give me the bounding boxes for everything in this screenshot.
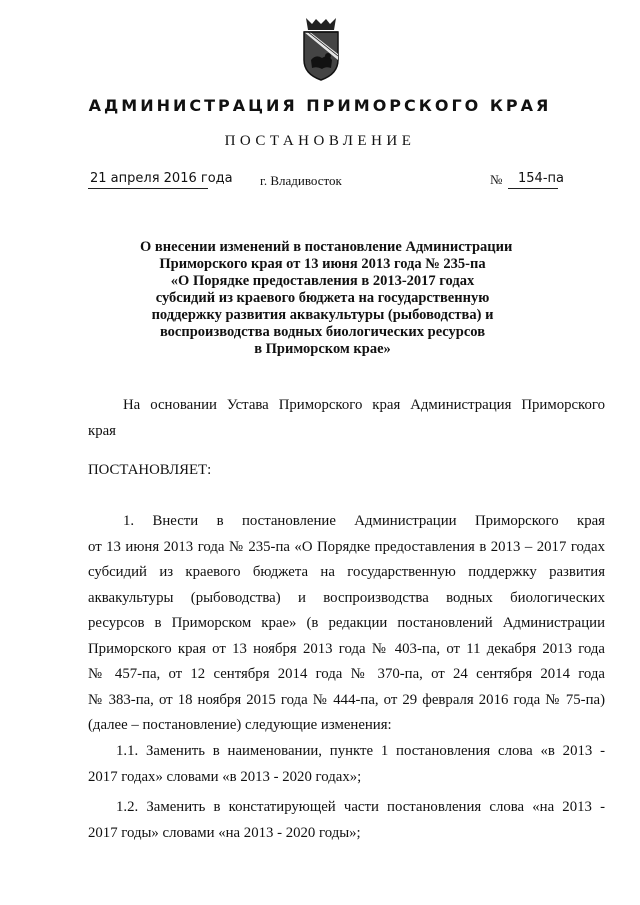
number-underline xyxy=(508,188,558,189)
document-type: ПОСТАНОВЛЕНИЕ xyxy=(224,133,416,149)
intro-paragraph xyxy=(88,393,605,444)
paragraph-line: ресурсов в Приморском крае» (в редакции постановлений Администрации xyxy=(88,615,605,631)
coat-of-arms-icon xyxy=(298,16,344,82)
paragraph-line: субсидий из краевого бюджета на государственную поддержку развития xyxy=(88,564,605,580)
date-underline xyxy=(88,188,208,189)
item-1-2-paragraph xyxy=(88,795,605,846)
paragraph-line: 1.1. Заменить в наименовании, пункте 1 постановления слова «в 2013 - xyxy=(116,743,605,759)
item-1-1-paragraph xyxy=(88,739,605,790)
organization-title: АДМИНИСТРАЦИЯ ПРИМОРСКОГО КРАЯ xyxy=(88,96,552,115)
resolves-heading: ПОСТАНОВЛЯЕТ: xyxy=(88,462,212,478)
paragraph-line: от 13 июня 2013 года № 235-па «О Порядке предоставления в 2013 – 2017 годах xyxy=(88,538,605,555)
document-subject xyxy=(140,239,513,358)
item-1-paragraph xyxy=(88,509,605,739)
subject-line: воспроизводства водных биологических ресурсов xyxy=(159,324,486,340)
subject-line: «О Порядке предоставления в 2013-2017 годах xyxy=(170,273,475,289)
paragraph-line: края xyxy=(88,422,116,439)
paragraph-line: Приморского края от 13 ноября 2013 года № 403-па, от 11 декабря 2013 года xyxy=(88,640,605,657)
paragraph-line: 1.2. Заменить в констатирующей части постановления слова «на 2013 - xyxy=(116,799,605,815)
paragraph-line: (далее – постановление) следующие изменения: xyxy=(88,717,392,733)
paragraph-line: 1. Внести в постановление Администрации Приморского края xyxy=(123,513,605,529)
subject-line: поддержку развития аквакультуры (рыбоводства) и xyxy=(151,307,494,323)
subject-line: в Приморском крае» xyxy=(254,341,391,357)
subject-line: О внесении изменений в постановление Администрации xyxy=(140,239,513,255)
paragraph-line: 2017 годы» словами «на 2013 - 2020 годы»; xyxy=(88,824,361,841)
paragraph-line: На основании Устава Приморского края Администрация Приморского xyxy=(123,397,605,413)
document-date: 21 апреля 2016 года xyxy=(90,171,233,186)
paragraph-line: № 457-па, от 12 сентября 2014 года № 370-па, от 24 сентября 2014 года xyxy=(88,666,605,682)
paragraph-line: 2017 годах» словами «в 2013 - 2020 годах»; xyxy=(88,768,362,785)
document-city: г. Владивосток xyxy=(260,173,342,188)
paragraph-line: аквакультуры (рыбоводства) и воспроизводства водных биологических xyxy=(88,589,605,606)
document-number: 154-па xyxy=(518,171,564,186)
subject-line: субсидий из краевого бюджета на государственную xyxy=(155,290,490,306)
paragraph-line: № 383-па, от 18 ноября 2015 года № 444-па, от 29 февраля 2016 года № 75-па) xyxy=(88,691,605,708)
number-label: № xyxy=(490,172,503,187)
subject-line: Приморского края от 13 июня 2013 года № 235-па xyxy=(159,256,486,272)
